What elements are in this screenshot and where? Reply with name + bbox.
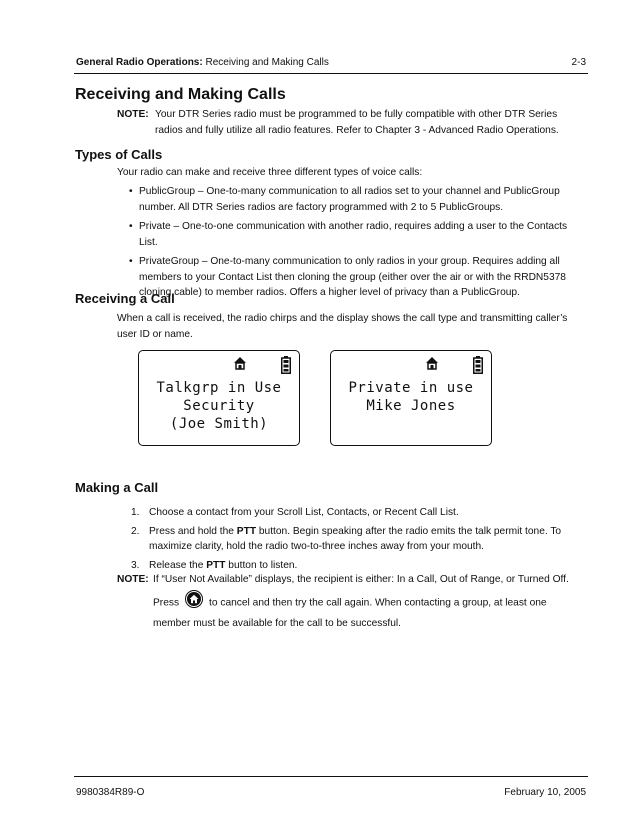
ptt-label: PTT <box>206 559 226 571</box>
page-header <box>76 57 586 68</box>
footer-rule <box>74 776 588 777</box>
list-item <box>129 254 589 301</box>
step-text: maximize clarity, hold the radio two-to-three inches away from your mouth. <box>149 541 484 552</box>
types-of-calls-intro: Your radio can make and receive three different types of voice calls: <box>117 167 423 178</box>
step-number: 3. <box>131 559 140 571</box>
intro-note-label: NOTE: <box>117 109 149 120</box>
making-note-label: NOTE: <box>117 574 149 585</box>
step-text: Release the <box>149 559 207 571</box>
header-subsection: Receiving and Making Calls <box>205 57 329 68</box>
intro-note-line1: Your DTR Series radio must be programmed to be fully compatible with other DTR Series <box>155 109 558 120</box>
ptt-label: PTT <box>236 525 257 537</box>
home-channel-icon <box>425 356 439 370</box>
page-title: Receiving and Making Calls <box>75 86 286 103</box>
making-note <box>117 572 589 631</box>
footer-doc-number: 9980384R89-O <box>76 787 145 798</box>
intro-note-line2: radios and fully utilize all radio features. Refer to Chapter 3 - Advanced Radio Operations. <box>155 124 559 136</box>
bullet-text-line: Private – One-to-one communication with another radio, requires adding a user to the Contacts <box>139 221 568 232</box>
step-number: 2. <box>131 525 140 537</box>
header-rule <box>74 73 588 74</box>
bullet-text-line: PublicGroup – One-to-many communication to all radios set to your channel and PublicGroup <box>139 186 560 197</box>
display-line: Private in use <box>348 380 474 396</box>
bullet-icon: • <box>129 186 133 197</box>
step-number: 1. <box>131 507 140 518</box>
battery-icon <box>281 356 291 374</box>
bullet-text-line: List. <box>139 236 158 248</box>
home-button-icon <box>185 590 203 616</box>
battery-icon <box>473 356 483 374</box>
step-text: Press and hold the <box>149 525 237 537</box>
bullet-text-line: members to your Contact List then cloning the group (either over the air or with the RRDN5378 <box>139 271 566 283</box>
header-separator: : <box>199 57 206 68</box>
making-heading: Making a Call <box>75 480 159 495</box>
bullet-icon: • <box>129 256 133 267</box>
making-note-after-icon: to cancel and then try the call again. When contacting a group, at least one <box>209 597 547 609</box>
list-item <box>129 184 589 215</box>
page-footer <box>76 787 586 798</box>
bullet-icon: • <box>129 221 133 232</box>
making-note-line3: member must be available for the call to be successful. <box>153 617 402 629</box>
radio-display-private <box>330 350 492 446</box>
display-line: (Joe Smith) <box>169 416 269 432</box>
list-item <box>131 558 589 574</box>
display-line: Mike Jones <box>366 398 456 414</box>
step-text: button to listen. <box>225 559 298 571</box>
display-line: Security <box>183 398 255 414</box>
step-text: Choose a contact from your Scroll List, Contacts, or Recent Call List. <box>149 507 459 518</box>
bullet-text-line: cloning cable) to member radios. Offers a higher level of privacy than a PublicGroup. <box>139 287 520 298</box>
receiving-text-line: When a call is received, the radio chirps and the display shows the call type and transmitting caller’s <box>117 313 568 324</box>
bullet-text-line: PrivateGroup – One-to-many communication to only radios in your group. Requires adding all <box>139 256 560 267</box>
radio-display-talkgroup <box>138 350 300 446</box>
step-text: button. Begin speaking after the radio emits the talk permit tone. To <box>256 525 562 537</box>
making-note-press: Press <box>153 597 180 609</box>
making-steps <box>131 505 589 573</box>
call-types-list <box>129 184 589 301</box>
bullet-text-line: number. All DTR Series radios are factory programmed with 2 to 5 PublicGroups. <box>139 201 504 213</box>
list-item <box>131 505 589 521</box>
footer-date: February 10, 2005 <box>504 787 586 798</box>
home-channel-icon <box>233 356 247 370</box>
list-item <box>129 219 589 250</box>
receiving-text <box>117 311 587 342</box>
header-page-number: 2-3 <box>571 57 586 68</box>
display-line: Talkgrp in Use <box>156 380 282 396</box>
list-item <box>131 524 589 555</box>
receiving-heading: Receiving a Call <box>75 291 175 306</box>
receiving-text-line: user ID or name. <box>117 328 193 340</box>
intro-note <box>117 107 587 138</box>
making-note-line1: If “User Not Available” displays, the recipient is either: In a Call, Out of Range, or Turned Off. <box>153 574 569 585</box>
types-of-calls-heading: Types of Calls <box>75 147 163 162</box>
header-section: General Radio Operations <box>76 57 200 68</box>
